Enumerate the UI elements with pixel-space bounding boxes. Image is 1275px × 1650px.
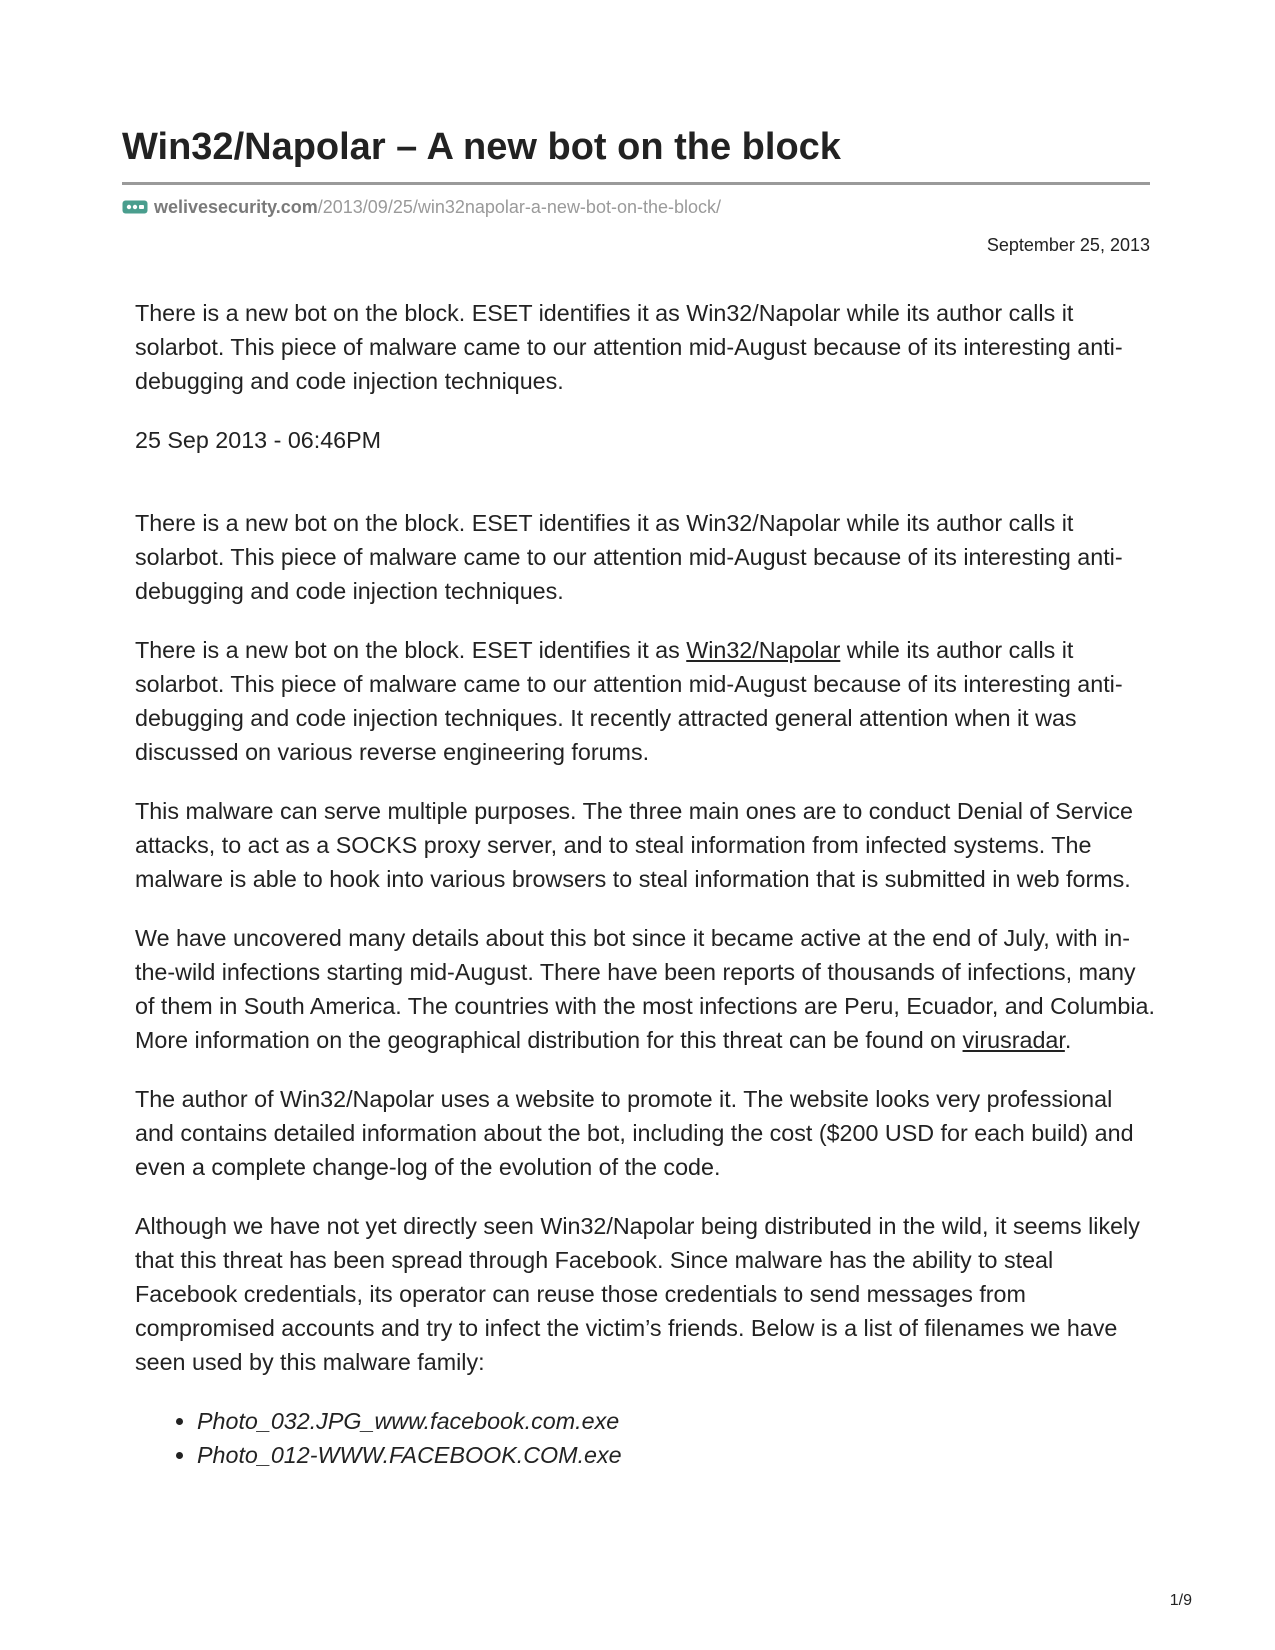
page-title: Win32/Napolar – A new bot on the block — [122, 126, 841, 168]
intro-paragraph: There is a new bot on the block. ESET identifies it as Win32/Napolar while its author calls it solarbot. This piece of malware came to our attention mid-August because of its interesting anti-debugging and code injection techniques. — [135, 510, 1123, 604]
virusradar-link[interactable]: virusradar — [962, 1027, 1065, 1053]
source-path: /2013/09/25/win32napolar-a-new-bot-on-the-block/ — [317, 196, 722, 217]
paragraph-1-text-before: There is a new bot on the block. ESET identifies it as — [135, 637, 687, 663]
paragraph-3 — [135, 921, 1155, 1057]
paragraph-3-text-after: . — [1064, 1027, 1072, 1053]
paragraph-2: This malware can serve multiple purposes. The three main ones are to conduct Denial of Service attacks, to act as a SOCKS proxy server, and to steal information from infected systems. The malware is able to hook into various browsers to steal information that is submitted in web forms. — [135, 798, 1133, 892]
paragraph-4: The author of Win32/Napolar uses a website to promote it. The website looks very professional and contains detailed information about the bot, including the cost ($200 USD for each build) and even a complete change-log of the evolution of the code. — [135, 1086, 1134, 1180]
paragraph-3-text-before: We have uncovered many details about this bot since it became active at the end of July, with in-the-wild infections starting mid-August. There have been reports of thousands of infections, many of them in South America. The countries with the most infections are Peru, Ecuador, and Columbia. More information on the geographical distribution for this threat can be found on — [135, 925, 1155, 1053]
list-item: • Photo_032.JPG_www.facebook.com.exe — [197, 1404, 1155, 1438]
win32-napolar-link[interactable]: Win32/Napolar — [686, 637, 841, 663]
page-number: 1/9 — [1169, 1592, 1192, 1609]
link-badge-icon — [122, 200, 148, 214]
source-url[interactable] — [122, 196, 721, 218]
paragraph-5: Although we have not yet directly seen Win32/Napolar being distributed in the wild, it seems likely that this threat has been spread through Facebook. Since malware has the ability to steal Facebook credentials, its operator can reuse those credentials to send messages from compromised accounts and try to infect the victim’s friends. Below is a list of filenames we have seen used by this malware family: — [135, 1213, 1140, 1375]
list-item: • Photo_012-WWW.FACEBOOK.COM.exe — [197, 1438, 1155, 1472]
paragraph-1 — [135, 633, 1155, 769]
filename-list — [135, 1404, 1155, 1472]
paragraph-1-text-after: while its author calls it solarbot. This piece of malware came to our attention mid-August because of its interesting anti-debugging and code injection techniques. It recently attracted general attention when it was discussed on various reverse engineering forums. — [135, 637, 1123, 765]
source-domain: welivesecurity.com — [154, 196, 318, 217]
article-timestamp: 25 Sep 2013 - 06:46PM — [135, 427, 382, 453]
publish-date: September 25, 2013 — [986, 235, 1150, 255]
article-body — [135, 296, 1155, 1472]
title-divider — [122, 182, 1150, 185]
summary-paragraph: There is a new bot on the block. ESET identifies it as Win32/Napolar while its author calls it solarbot. This piece of malware came to our attention mid-August because of its interesting anti-debugging and code injection techniques. — [135, 300, 1123, 394]
